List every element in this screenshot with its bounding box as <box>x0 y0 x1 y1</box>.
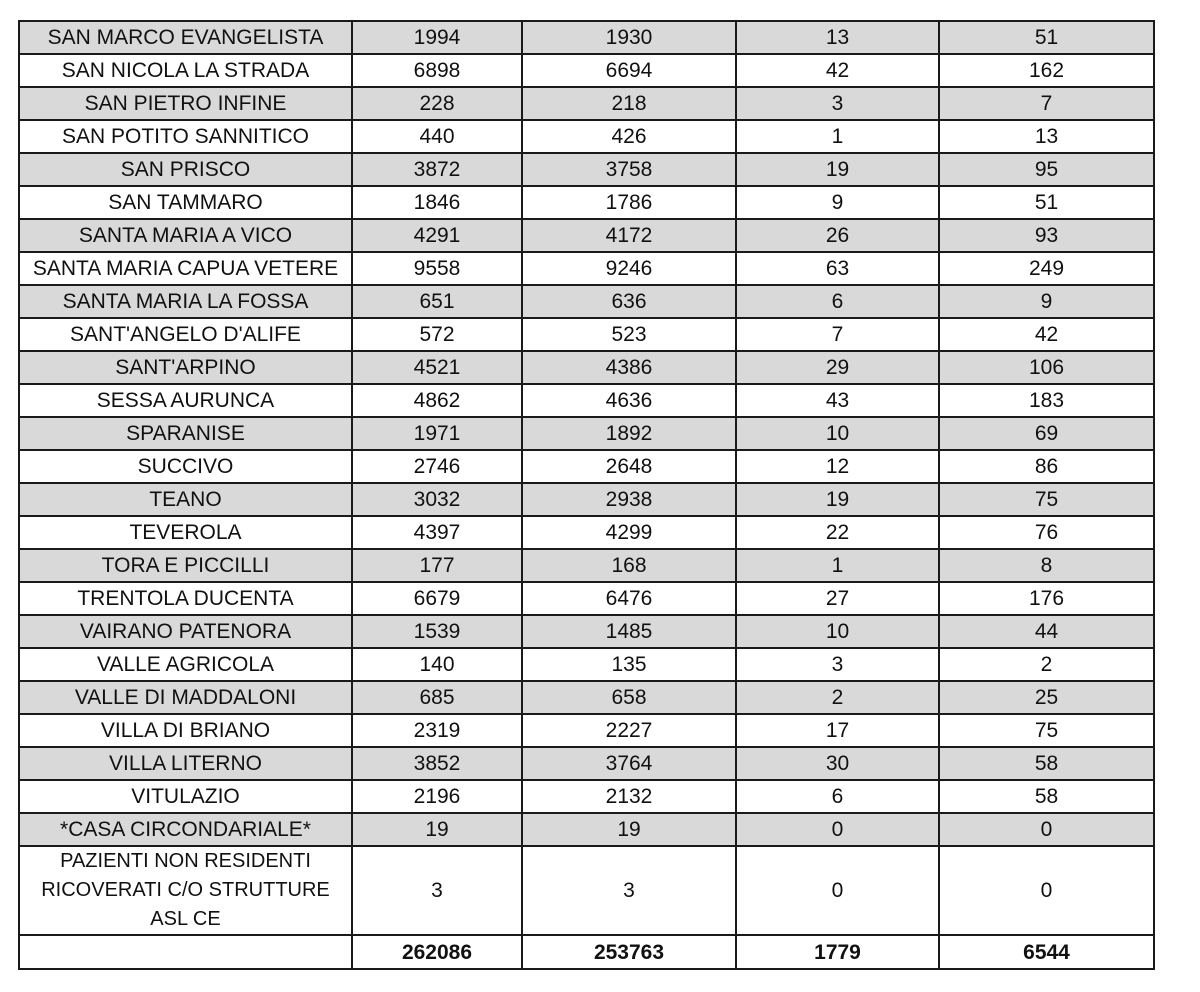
value-cell-2: 426 <box>522 120 736 153</box>
totals-row <box>19 935 1154 969</box>
value-cell-2: 2938 <box>522 483 736 516</box>
total-value-3: 1779 <box>736 935 939 969</box>
value-cell-2: 2227 <box>522 714 736 747</box>
value-cell-1: 4862 <box>352 384 522 417</box>
value-cell-3: 7 <box>736 318 939 351</box>
total-value-2: 253763 <box>522 935 736 969</box>
municipality-name-cell: SESSA AURUNCA <box>19 384 352 417</box>
table-row <box>19 483 1154 516</box>
municipality-name-cell: SANTA MARIA LA FOSSA <box>19 285 352 318</box>
municipality-name-cell: *CASA CIRCONDARIALE* <box>19 813 352 846</box>
value-cell-4: 51 <box>939 21 1154 54</box>
value-cell-1: 2196 <box>352 780 522 813</box>
value-cell-3: 29 <box>736 351 939 384</box>
municipality-name-cell: SAN NICOLA LA STRADA <box>19 54 352 87</box>
value-cell-3: 27 <box>736 582 939 615</box>
value-cell-4: 25 <box>939 681 1154 714</box>
value-cell-1: 9558 <box>352 252 522 285</box>
table-row <box>19 747 1154 780</box>
value-cell-2: 1930 <box>522 21 736 54</box>
value-cell-4: 249 <box>939 252 1154 285</box>
value-cell-1: 4521 <box>352 351 522 384</box>
value-cell-3: 1 <box>736 549 939 582</box>
value-cell-2: 636 <box>522 285 736 318</box>
value-cell-3: 6 <box>736 780 939 813</box>
table-row <box>19 351 1154 384</box>
value-cell-2: 658 <box>522 681 736 714</box>
value-cell-1: 1539 <box>352 615 522 648</box>
municipality-name-cell: VALLE DI MADDALONI <box>19 681 352 714</box>
municipality-name-cell: VALLE AGRICOLA <box>19 648 352 681</box>
value-cell-4: 76 <box>939 516 1154 549</box>
table-row <box>19 549 1154 582</box>
non-resident-value-4: 0 <box>939 846 1154 935</box>
non-resident-label-cell: PAZIENTI NON RESIDENTI RICOVERATI C/O STRUTTURE ASL CE <box>19 846 352 935</box>
value-cell-4: 183 <box>939 384 1154 417</box>
value-cell-1: 177 <box>352 549 522 582</box>
table-row <box>19 714 1154 747</box>
municipality-name-cell: SAN PIETRO INFINE <box>19 87 352 120</box>
value-cell-1: 19 <box>352 813 522 846</box>
value-cell-4: 58 <box>939 747 1154 780</box>
value-cell-4: 95 <box>939 153 1154 186</box>
municipality-name-cell: SANT'ARPINO <box>19 351 352 384</box>
municipality-name-cell: VAIRANO PATENORA <box>19 615 352 648</box>
value-cell-3: 6 <box>736 285 939 318</box>
totals-label-cell <box>19 935 352 969</box>
value-cell-4: 44 <box>939 615 1154 648</box>
value-cell-1: 4291 <box>352 219 522 252</box>
value-cell-4: 8 <box>939 549 1154 582</box>
table-body <box>19 21 1154 969</box>
table-row <box>19 87 1154 120</box>
municipality-name-cell: SPARANISE <box>19 417 352 450</box>
table-row <box>19 417 1154 450</box>
value-cell-2: 2648 <box>522 450 736 483</box>
value-cell-3: 19 <box>736 483 939 516</box>
value-cell-1: 3852 <box>352 747 522 780</box>
value-cell-2: 4386 <box>522 351 736 384</box>
value-cell-3: 19 <box>736 153 939 186</box>
value-cell-4: 13 <box>939 120 1154 153</box>
table-row <box>19 516 1154 549</box>
value-cell-2: 3758 <box>522 153 736 186</box>
value-cell-1: 140 <box>352 648 522 681</box>
value-cell-1: 6898 <box>352 54 522 87</box>
value-cell-2: 4636 <box>522 384 736 417</box>
value-cell-4: 7 <box>939 87 1154 120</box>
municipality-name-cell: SUCCIVO <box>19 450 352 483</box>
table-row <box>19 780 1154 813</box>
value-cell-2: 3764 <box>522 747 736 780</box>
value-cell-4: 0 <box>939 813 1154 846</box>
value-cell-1: 440 <box>352 120 522 153</box>
value-cell-1: 1971 <box>352 417 522 450</box>
table-row <box>19 450 1154 483</box>
table-row <box>19 813 1154 846</box>
value-cell-1: 3032 <box>352 483 522 516</box>
table-row <box>19 681 1154 714</box>
value-cell-3: 10 <box>736 615 939 648</box>
value-cell-2: 19 <box>522 813 736 846</box>
table-row <box>19 21 1154 54</box>
municipality-name-cell: SAN POTITO SANNITICO <box>19 120 352 153</box>
table-row <box>19 153 1154 186</box>
value-cell-2: 135 <box>522 648 736 681</box>
value-cell-3: 10 <box>736 417 939 450</box>
value-cell-4: 69 <box>939 417 1154 450</box>
value-cell-1: 2746 <box>352 450 522 483</box>
municipality-table <box>18 20 1155 970</box>
value-cell-4: 58 <box>939 780 1154 813</box>
value-cell-1: 685 <box>352 681 522 714</box>
table-row <box>19 648 1154 681</box>
municipality-name-cell: TEANO <box>19 483 352 516</box>
value-cell-2: 168 <box>522 549 736 582</box>
non-resident-value-1: 3 <box>352 846 522 935</box>
value-cell-4: 162 <box>939 54 1154 87</box>
value-cell-2: 1786 <box>522 186 736 219</box>
non-resident-patients-row <box>19 846 1154 935</box>
value-cell-2: 6694 <box>522 54 736 87</box>
value-cell-3: 0 <box>736 813 939 846</box>
value-cell-4: 75 <box>939 483 1154 516</box>
municipality-name-cell: VILLA LITERNO <box>19 747 352 780</box>
value-cell-3: 43 <box>736 384 939 417</box>
table-row <box>19 54 1154 87</box>
value-cell-3: 63 <box>736 252 939 285</box>
value-cell-3: 9 <box>736 186 939 219</box>
non-resident-value-2: 3 <box>522 846 736 935</box>
value-cell-3: 3 <box>736 87 939 120</box>
value-cell-3: 26 <box>736 219 939 252</box>
value-cell-3: 1 <box>736 120 939 153</box>
table-row <box>19 384 1154 417</box>
value-cell-2: 6476 <box>522 582 736 615</box>
value-cell-3: 42 <box>736 54 939 87</box>
municipality-name-cell: SAN TAMMARO <box>19 186 352 219</box>
value-cell-1: 572 <box>352 318 522 351</box>
value-cell-2: 9246 <box>522 252 736 285</box>
value-cell-3: 17 <box>736 714 939 747</box>
value-cell-1: 6679 <box>352 582 522 615</box>
value-cell-3: 3 <box>736 648 939 681</box>
value-cell-3: 12 <box>736 450 939 483</box>
municipality-name-cell: SAN PRISCO <box>19 153 352 186</box>
value-cell-3: 22 <box>736 516 939 549</box>
value-cell-2: 218 <box>522 87 736 120</box>
value-cell-1: 651 <box>352 285 522 318</box>
table-row <box>19 285 1154 318</box>
value-cell-4: 42 <box>939 318 1154 351</box>
value-cell-1: 4397 <box>352 516 522 549</box>
table-row <box>19 186 1154 219</box>
value-cell-2: 4172 <box>522 219 736 252</box>
table-row <box>19 582 1154 615</box>
value-cell-2: 1892 <box>522 417 736 450</box>
value-cell-4: 2 <box>939 648 1154 681</box>
value-cell-4: 51 <box>939 186 1154 219</box>
municipality-name-cell: VITULAZIO <box>19 780 352 813</box>
value-cell-1: 2319 <box>352 714 522 747</box>
value-cell-2: 523 <box>522 318 736 351</box>
municipality-name-cell: SANT'ANGELO D'ALIFE <box>19 318 352 351</box>
total-value-4: 6544 <box>939 935 1154 969</box>
municipality-name-cell: TORA E PICCILLI <box>19 549 352 582</box>
value-cell-4: 93 <box>939 219 1154 252</box>
municipality-name-cell: VILLA DI BRIANO <box>19 714 352 747</box>
value-cell-1: 1994 <box>352 21 522 54</box>
value-cell-2: 2132 <box>522 780 736 813</box>
municipality-name-cell: SANTA MARIA A VICO <box>19 219 352 252</box>
non-resident-value-3: 0 <box>736 846 939 935</box>
table-row <box>19 252 1154 285</box>
value-cell-3: 13 <box>736 21 939 54</box>
value-cell-2: 1485 <box>522 615 736 648</box>
table-row <box>19 120 1154 153</box>
table-row <box>19 219 1154 252</box>
value-cell-1: 228 <box>352 87 522 120</box>
municipality-name-cell: TEVEROLA <box>19 516 352 549</box>
municipality-name-cell: SANTA MARIA CAPUA VETERE <box>19 252 352 285</box>
value-cell-1: 3872 <box>352 153 522 186</box>
value-cell-4: 75 <box>939 714 1154 747</box>
total-value-1: 262086 <box>352 935 522 969</box>
value-cell-4: 9 <box>939 285 1154 318</box>
value-cell-4: 86 <box>939 450 1154 483</box>
table-row <box>19 615 1154 648</box>
value-cell-3: 2 <box>736 681 939 714</box>
data-sheet <box>18 20 1153 970</box>
value-cell-1: 1846 <box>352 186 522 219</box>
value-cell-2: 4299 <box>522 516 736 549</box>
value-cell-4: 176 <box>939 582 1154 615</box>
value-cell-3: 30 <box>736 747 939 780</box>
municipality-name-cell: TRENTOLA DUCENTA <box>19 582 352 615</box>
municipality-name-cell: SAN MARCO EVANGELISTA <box>19 21 352 54</box>
table-row <box>19 318 1154 351</box>
value-cell-4: 106 <box>939 351 1154 384</box>
